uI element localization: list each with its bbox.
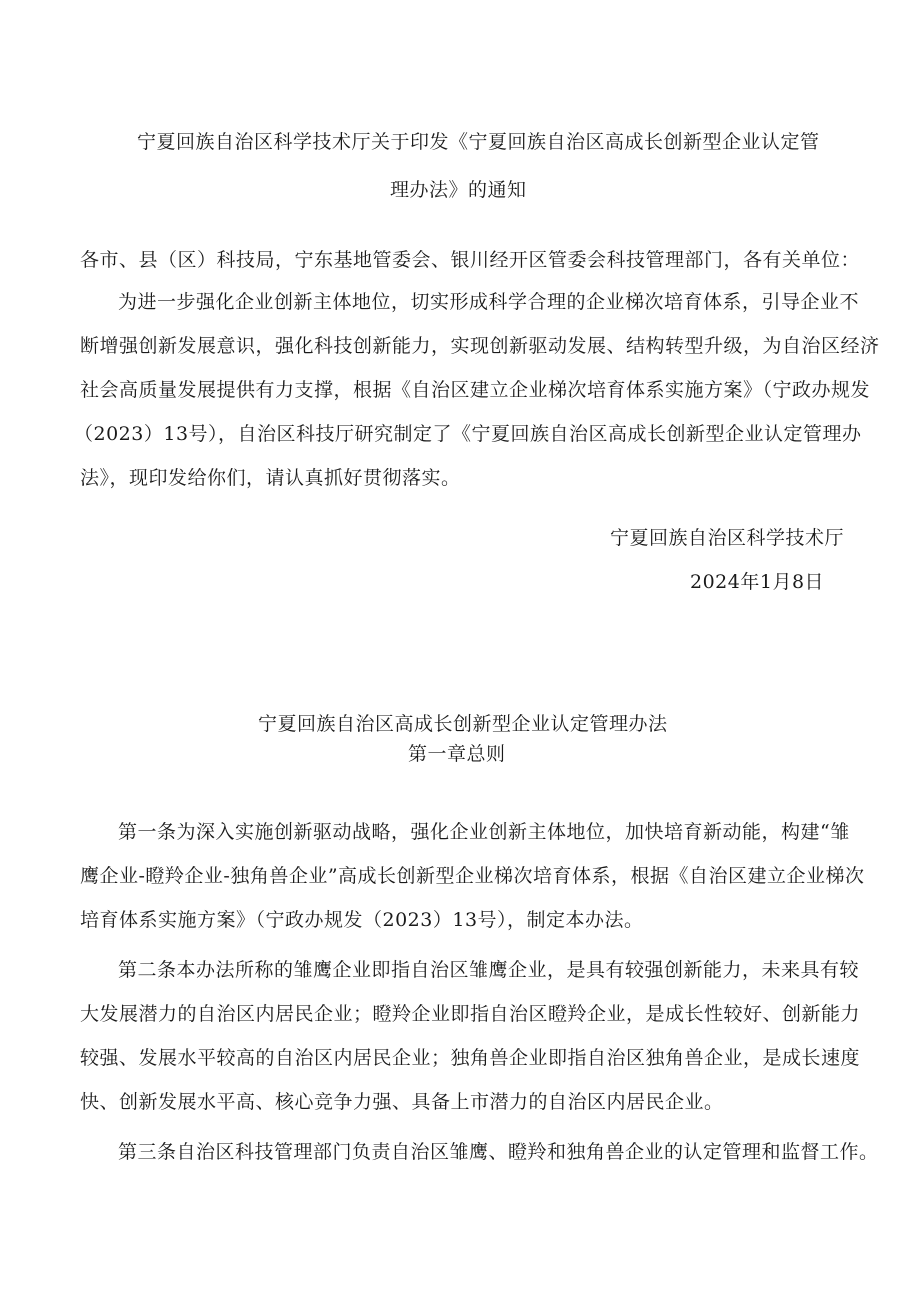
article-2-line: 较强、发展水平较高的自治区内居民企业；独角兽企业即指自治区独角兽企业，是成长速度 [80, 1047, 861, 1069]
article-2-line: 快、创新发展水平高、核心竞争力强、具备上市潜力的自治区内居民企业。 [80, 1091, 724, 1113]
article-2-line: 第二条本办法所称的雏鹰企业即指自治区雏鹰企业，是具有较强创新能力，未来具有较 [118, 959, 860, 981]
article-2-line: 大发展潜力的自治区内居民企业；瞪羚企业即指自治区瞪羚企业，是成长性较好、创新能力 [80, 1003, 861, 1025]
notice-title-line-1: 宁夏回族自治区科学技术厅关于印发《宁夏回族自治区高成长创新型企业认定管 [137, 131, 820, 153]
notice-body-line: 法》，现印发给你们，请认真抓好贯彻落实。 [80, 467, 461, 489]
notice-body-line: （2023）13号），自治区科技厅研究制定了《宁夏回族自治区高成长创新型企业认定管理办 [74, 423, 862, 445]
article-1-line: 鹰企业-瞪羚企业-独角兽企业”高成长创新型企业梯次培育体系，根据《自治区建立企业梯次 [80, 865, 865, 887]
notice-signature: 宁夏回族自治区科学技术厅 [610, 527, 845, 549]
chapter-title: 第一章总则 [408, 743, 506, 765]
notice-addressee: 各市、县（区）科技局，宁东基地管委会、银川经开区管委会科技管理部门，各有关单位： [80, 249, 861, 271]
regulation-title: 宁夏回族自治区高成长创新型企业认定管理办法 [258, 713, 668, 735]
notice-body-line: 断增强创新发展意识，强化科技创新能力，实现创新驱动发展、结构转型升级，为自治区经济 [80, 335, 880, 357]
notice-title-line-2: 理办法》的通知 [390, 179, 527, 201]
article-1-line: 培育体系实施方案》（宁政办规发（2023）13号），制定本办法。 [80, 909, 644, 931]
notice-body-line: 为进一步强化企业创新主体地位，切实形成科学合理的企业梯次培育体系，引导企业不 [118, 291, 860, 313]
notice-date: 2024年1月8日 [690, 571, 825, 593]
article-3-line: 第三条自治区科技管理部门负责自治区雏鹰、瞪羚和独角兽企业的认定管理和监督工作。 [118, 1141, 879, 1163]
notice-body-line: 社会高质量发展提供有力支撑，根据《自治区建立企业梯次培育体系实施方案》（宁政办规发 [80, 379, 871, 401]
article-1-line: 第一条为深入实施创新驱动战略，强化企业创新主体地位，加快培育新动能，构建“雏 [118, 821, 850, 843]
